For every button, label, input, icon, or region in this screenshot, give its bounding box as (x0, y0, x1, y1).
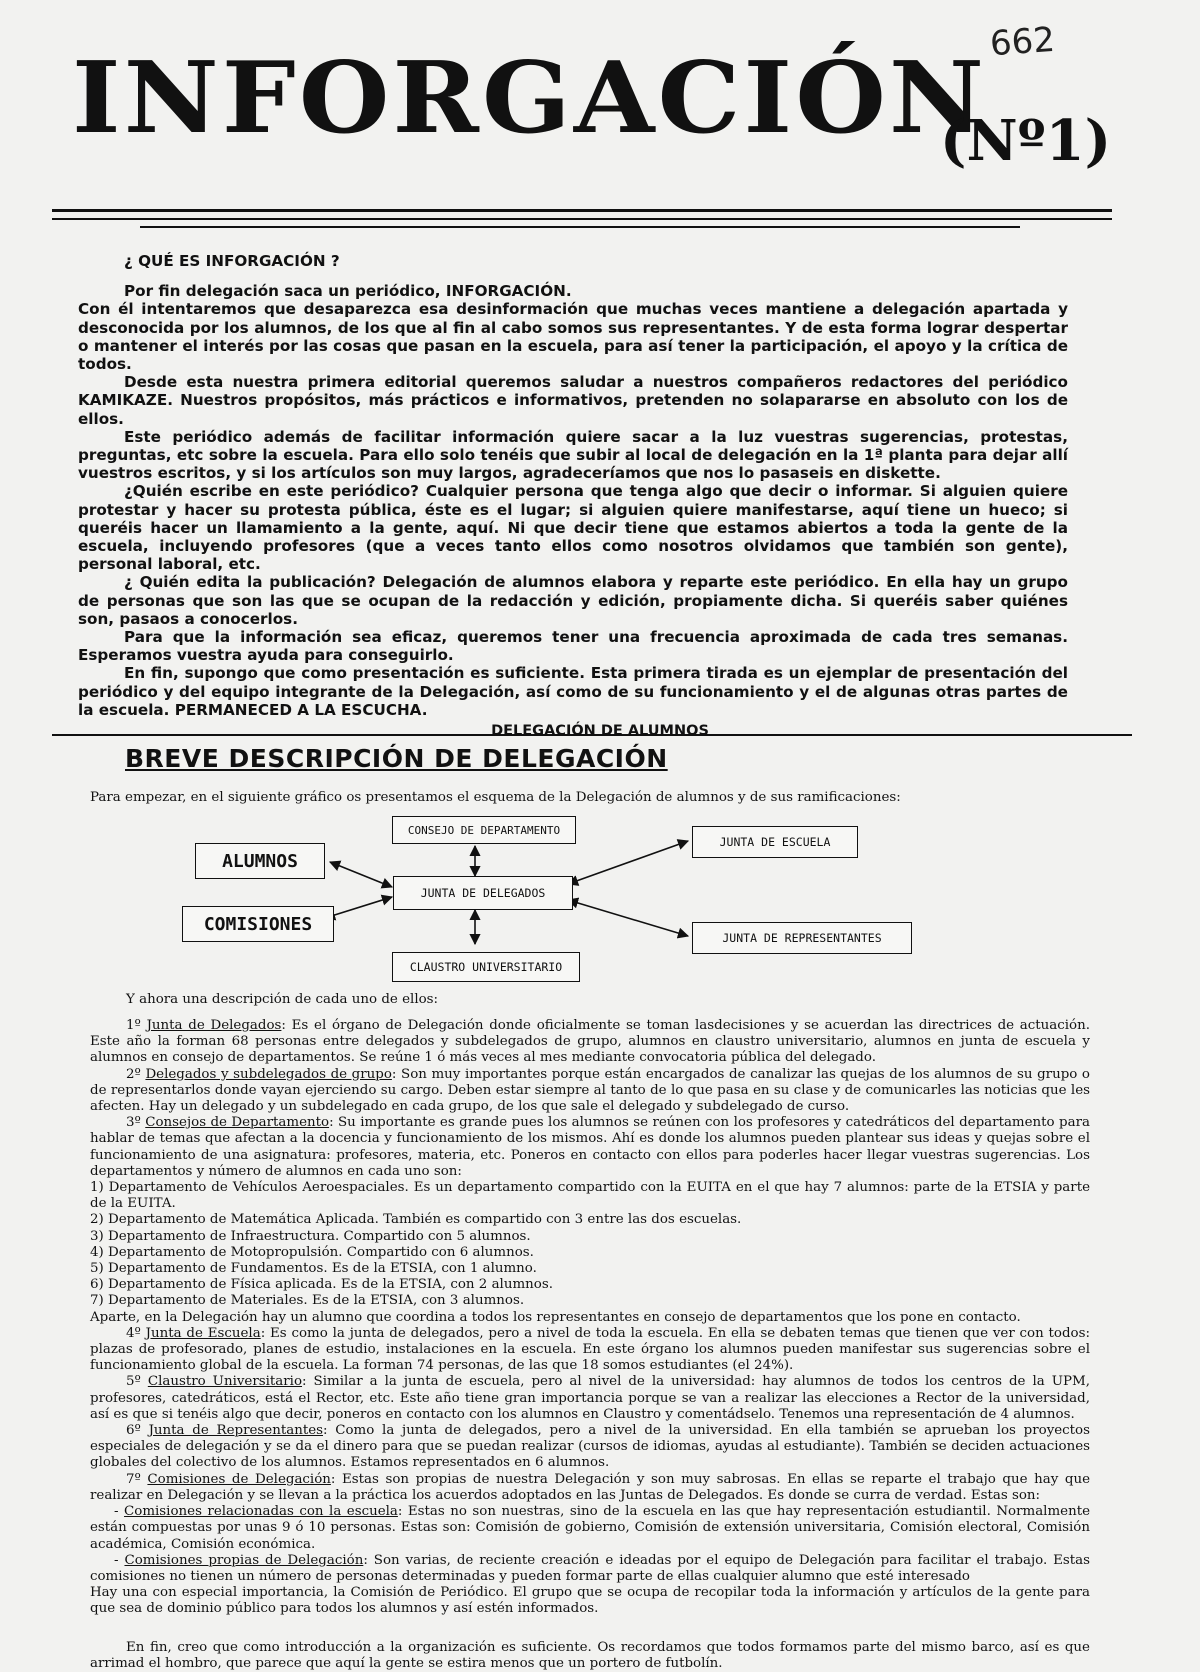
arrow-junta-escuela (568, 841, 688, 884)
department-line: 1) Departamento de Vehículos Aeroespaciales. Es un departamento compartido con la EUITA en el que hay 7 alumnos: parte de la ETSIA y parte de la EUITA. (90, 1180, 1090, 1212)
subitem-text: : Estas no son nuestras, sino de la escuela en las que hay representación estudiantil. Normalmente están compuestas por unas 9 ó 10 personas. Estas son: Comisión de gobierno, Comisión de extensión universitaria, Comisión electoral, Comisión académica, Comisión económica. (90, 1504, 1091, 1552)
subitem-text: : Son varias, de reciente creación e ideadas por el equipo de Delegación para facilitar el trabajo. Estas comisiones no tienen un número de personas determinadas y pueden formar parte de ellas cualquier alumno que esté interesado (90, 1552, 1091, 1584)
item-number: 2º (126, 1066, 141, 1082)
item-text: : Es como la junta de delegados, pero a nivel de toda la escuela. En ella se debaten temas que tienen que ver con todos: plazas de profesorado, planes de estudio, instalaciones en la escuela. En este órgano los alumnos pueden manifestar sus sugerencias sobre el funcionamiento global de la escuela. La forman 74 personas, de las que 18 somos estudiantes (el 24%). (90, 1325, 1090, 1374)
editorial-paragraph: Con él intentaremos que desaparezca esa desinformación que muchas veces mantiene a delegación apartada y desconocida por los alumnos, de los que al fin al cabo somos sus representantes. Y de esta forma lograr despertar o mantener el interés por las cosas que pasan en la escuela, para así tener la participación, el apoyo y la crítica de todos. (78, 300, 1068, 374)
item-title: Consejos de Departamento (145, 1115, 330, 1131)
editorial-paragraph: ¿Quién escribe en este periódico? Cualquier persona que tenga algo que decir o informar. Si alguien quiere protestar y hacer su protesta pública, éste es el lugar; si alguien quiere manifestarse, aquí tiene un hueco; si queréis hacer un llamamiento a la gente, aquí. Ni que decir tiene que estamos abiertos a toda la gente de la escuela, incluyendo profesores (que a veces tanto ellos como nosotros olvidamos que también son gente), personal laboral, etc. (78, 482, 1068, 574)
item-junta-escuela (90, 1326, 1090, 1375)
editorial-paragraph: ¿ Quién edita la publicación? Delegación de alumnos elabora y reparte este periódico. En ella hay un grupo de personas que son las que se ocupan de la redacción y edición, propiamente dicha. Si queréis saber quiénes son, pasaos a conocerlos. (78, 573, 1068, 628)
item-number: 3º (126, 1115, 141, 1131)
item-junta-representantes (90, 1423, 1090, 1472)
diagram-intro: Para empezar, en el siguiente gráfico os presentamos el esquema de la Delegación de alumnos y de sus ramificaciones: (90, 790, 901, 805)
item-title: Comisiones de Delegación (147, 1471, 331, 1487)
item-title: Junta de Representantes (148, 1423, 323, 1439)
subitem-comisiones-escuela: - Comisiones relacionadas con la escuela: Estas no son nuestras, sino de la escuela en las que hay representación estudiantil. Normalmente están compuestas por unas 9 ó 10 personas. Estas son: Comisión de gobierno, Comisión de extensión universitaria, Comisión electoral, Comisión académica, Comisión económica. (90, 1504, 1091, 1552)
department-coordinator: Aparte, en la Delegación hay un alumno que coordina a todos los representantes en consejo de departamentos que los pone en contacto. (90, 1309, 1021, 1325)
box-claustro-universitario: CLAUSTRO UNIVERSITARIO (392, 952, 580, 982)
arrow-junta-representantes (568, 900, 688, 936)
subitem-comisiones-propias: - Comisiones propias de Delegación: Son varias, de reciente creación e ideadas por el equipo de Delegación para facilitar el trabajo. Estas comisiones no tienen un número de personas determinadas y pueden formar parte de ellas cualquier alumno que esté interesado (90, 1552, 1091, 1584)
item-delegados-subdelegados (90, 1067, 1090, 1116)
box-consejo-departamento: CONSEJO DE DEPARTAMENTO (392, 816, 576, 844)
box-junta-escuela: JUNTA DE ESCUELA (692, 826, 858, 858)
department-line: 4) Departamento de Motopropulsión. Compartido con 6 alumnos. (90, 1244, 534, 1260)
editorial-paragraph: Para que la información sea eficaz, queremos tener una frecuencia aproximada de cada tres semanas. Esperamos vuestra ayuda para conseguirlo. (78, 628, 1068, 665)
item-number: 5º (126, 1374, 141, 1390)
department-line: 6) Departamento de Física aplicada. Es de la ETSIA, con 2 alumnos. (90, 1277, 553, 1293)
department-line: 7) Departamento de Materiales. Es de la ETSIA, con 3 alumnos. (90, 1293, 525, 1309)
item-text: : Su importante es grande pues los alumnos se reúnen con los profesores y catedráticos del departamento para hablar de temas que afectan a la docencia y funcionamiento de los mismos. Ahí es donde los alumnos pueden plantear sus ideas y quejas sobre el funcionamiento de una asignatura: profesores, materia, etc. Poneros en contacto con ellos para poderles hacer llegar vuestras sugerencias. Los departamentos y número de alumnos en cada uno son: (90, 1115, 1090, 1179)
item-text: : Es el órgano de Delegación donde oficialmente se toman lasdecisiones y se acuerdan las directrices de actuación. Este año la forman 68 personas entre delegados y subdelegados de grupo, alumnos en claustro universitario, alumnos en junta de escuela y alumnos en consejo de departamentos. Se reúne 1 ó más veces al mes mediante convocatoria pública del delegado. (90, 1018, 1090, 1066)
editorial-paragraph: Este periódico además de facilitar información quiere sacar a la luz vuestras sugerencias, protestas, preguntas, etc sobre la escuela. Para ello solo tenéis que subir al local de delegación en la 1ª planta para dejar allí vuestros escritos, y si los artículos son muy largos, agradeceríamos que nos lo pasaseis en diskette. (78, 427, 1068, 483)
box-comisiones: COMISIONES (182, 906, 334, 942)
item-claustro (90, 1374, 1090, 1423)
handwritten-page-number: 662 (988, 19, 1057, 65)
item-title: Delegados y subdelegados de grupo (145, 1066, 392, 1082)
arrow-comisiones-junta (325, 897, 392, 918)
item-text: : Similar a la junta de escuela, pero al nivel de la universidad: hay alumnos de todos los centros de la UPM, profesores, catedráticos, está el Rector, etc. Este año tiene gran importancia porque se van a realizar las elecciones a Rector de la universidad, así es que si tenéis algo que decir, poneros en contacto con los alumnos en Claustro y comentádselo. Tenemos una representación de 4 alumnos. (90, 1374, 1090, 1422)
item-title: Junta de Delegados (146, 1018, 282, 1033)
description-body (90, 1018, 1090, 1672)
item-junta-delegados (90, 1018, 1090, 1067)
subitem-title: Comisiones propias de Delegación (124, 1552, 364, 1568)
department-line: 3) Departamento de Infraestructura. Compartido con 5 alumnos. (90, 1228, 531, 1244)
box-junta-delegados: JUNTA DE DELEGADOS (393, 876, 573, 910)
item-number: 6º (126, 1423, 141, 1439)
editorial-paragraph: En fin, supongo que como presentación es suficiente. Esta primera tirada es un ejemplar de presentación del periódico y del equipo integrante de la Delegación, así como de su funcionamiento y el de algunas otras partes de la escuela. PERMANECED A LA ESCUCHA. (78, 664, 1068, 719)
editorial-heading: ¿ QUÉ ES INFORGACIÓN ? (124, 252, 340, 270)
department-line: 2) Departamento de Matemática Aplicada. También es compartido con 3 entre las dos escuelas. (90, 1212, 742, 1228)
arrow-alumnos-junta (330, 862, 392, 887)
item-text: : Son muy importantes porque están encargados de canalizar las quejas de los alumnos de su grupo o de representarlos donde vayan ejerciendo su cargo. Deben estar siempre al tanto de lo que pasa en su clase y de comunicarles las noticias que les afecten. Hay un delegado y un subdelegado en cada grupo, de los que sale el delegado y subdelegado de curso. (90, 1066, 1090, 1115)
item-number: 7º (126, 1471, 141, 1487)
department-line: 5) Departamento de Fundamentos. Es de la ETSIA, con 1 alumno. (90, 1261, 537, 1277)
item-comisiones-delegacion (90, 1472, 1090, 1504)
section-heading: BREVE DESCRIPCIÓN DE DELEGACIÓN (125, 744, 668, 773)
item-consejos-departamento (90, 1115, 1090, 1180)
description-lead: Y ahora una descripción de cada uno de ellos: (126, 992, 439, 1007)
newsletter-title: INFORGACIÓN (72, 41, 988, 156)
item-text: : Estas son propias de nuestra Delegación y son muy sabrosas. En ellas se reparte el trabajo que hay que realizar en Delegación y se llevan a la práctica los acuerdos adoptados en las Juntas de Delegados. Es donde se curra de verdad. Estas son: (90, 1471, 1091, 1503)
box-junta-representantes: JUNTA DE REPRESENTANTES (692, 922, 912, 954)
closing-paragraph: En fin, creo que como introducción a la organización es suficiente. Os recordamos que todos formamos parte del mismo barco, así es que arrimad el hombro, que parece que aquí la gente se estira menos que un portero de futbolín. (90, 1639, 1090, 1671)
item-title: Claustro Universitario (147, 1374, 303, 1390)
item-text: : Como la junta de delegados, pero a nivel de la universidad. En ella también se aprueban los proyectos especiales de delegación y se da el dinero para que se puedan realizar (cursos de idiomas, ayudas al estudiante). También se deciden actuaciones globales del colectivo de los alumnos. Estamos representados en 6 alumnos. (90, 1423, 1090, 1471)
item-title: Junta de Escuela (145, 1325, 261, 1341)
box-alumnos: ALUMNOS (195, 843, 325, 879)
editorial-paragraph: Desde esta nuestra primera editorial queremos saludar a nuestros compañeros redactores del periódico KAMIKAZE. Nuestros propósitos, más prácticos e informativos, pretenden no solapararse en absoluto con los de ellos. (78, 373, 1068, 428)
item-number: 1º (126, 1018, 141, 1033)
editorial-paragraph: Por fin delegación saca un periódico, INFORGACIÓN. (124, 282, 572, 301)
issue-number: (Nº1) (940, 108, 1112, 174)
subitem-title: Comisiones relacionadas con la escuela (124, 1504, 398, 1520)
special-commission: Hay una con especial importancia, la Comisión de Periódico. El grupo que se ocupa de recopilar toda la información y artículos de la gente para que sea de dominio público para todos los alumnos y así estén informados. (90, 1585, 1090, 1617)
editorial-signature: DELEGACIÓN DE ALUMNOS (491, 723, 709, 739)
item-number: 4º (126, 1325, 141, 1341)
